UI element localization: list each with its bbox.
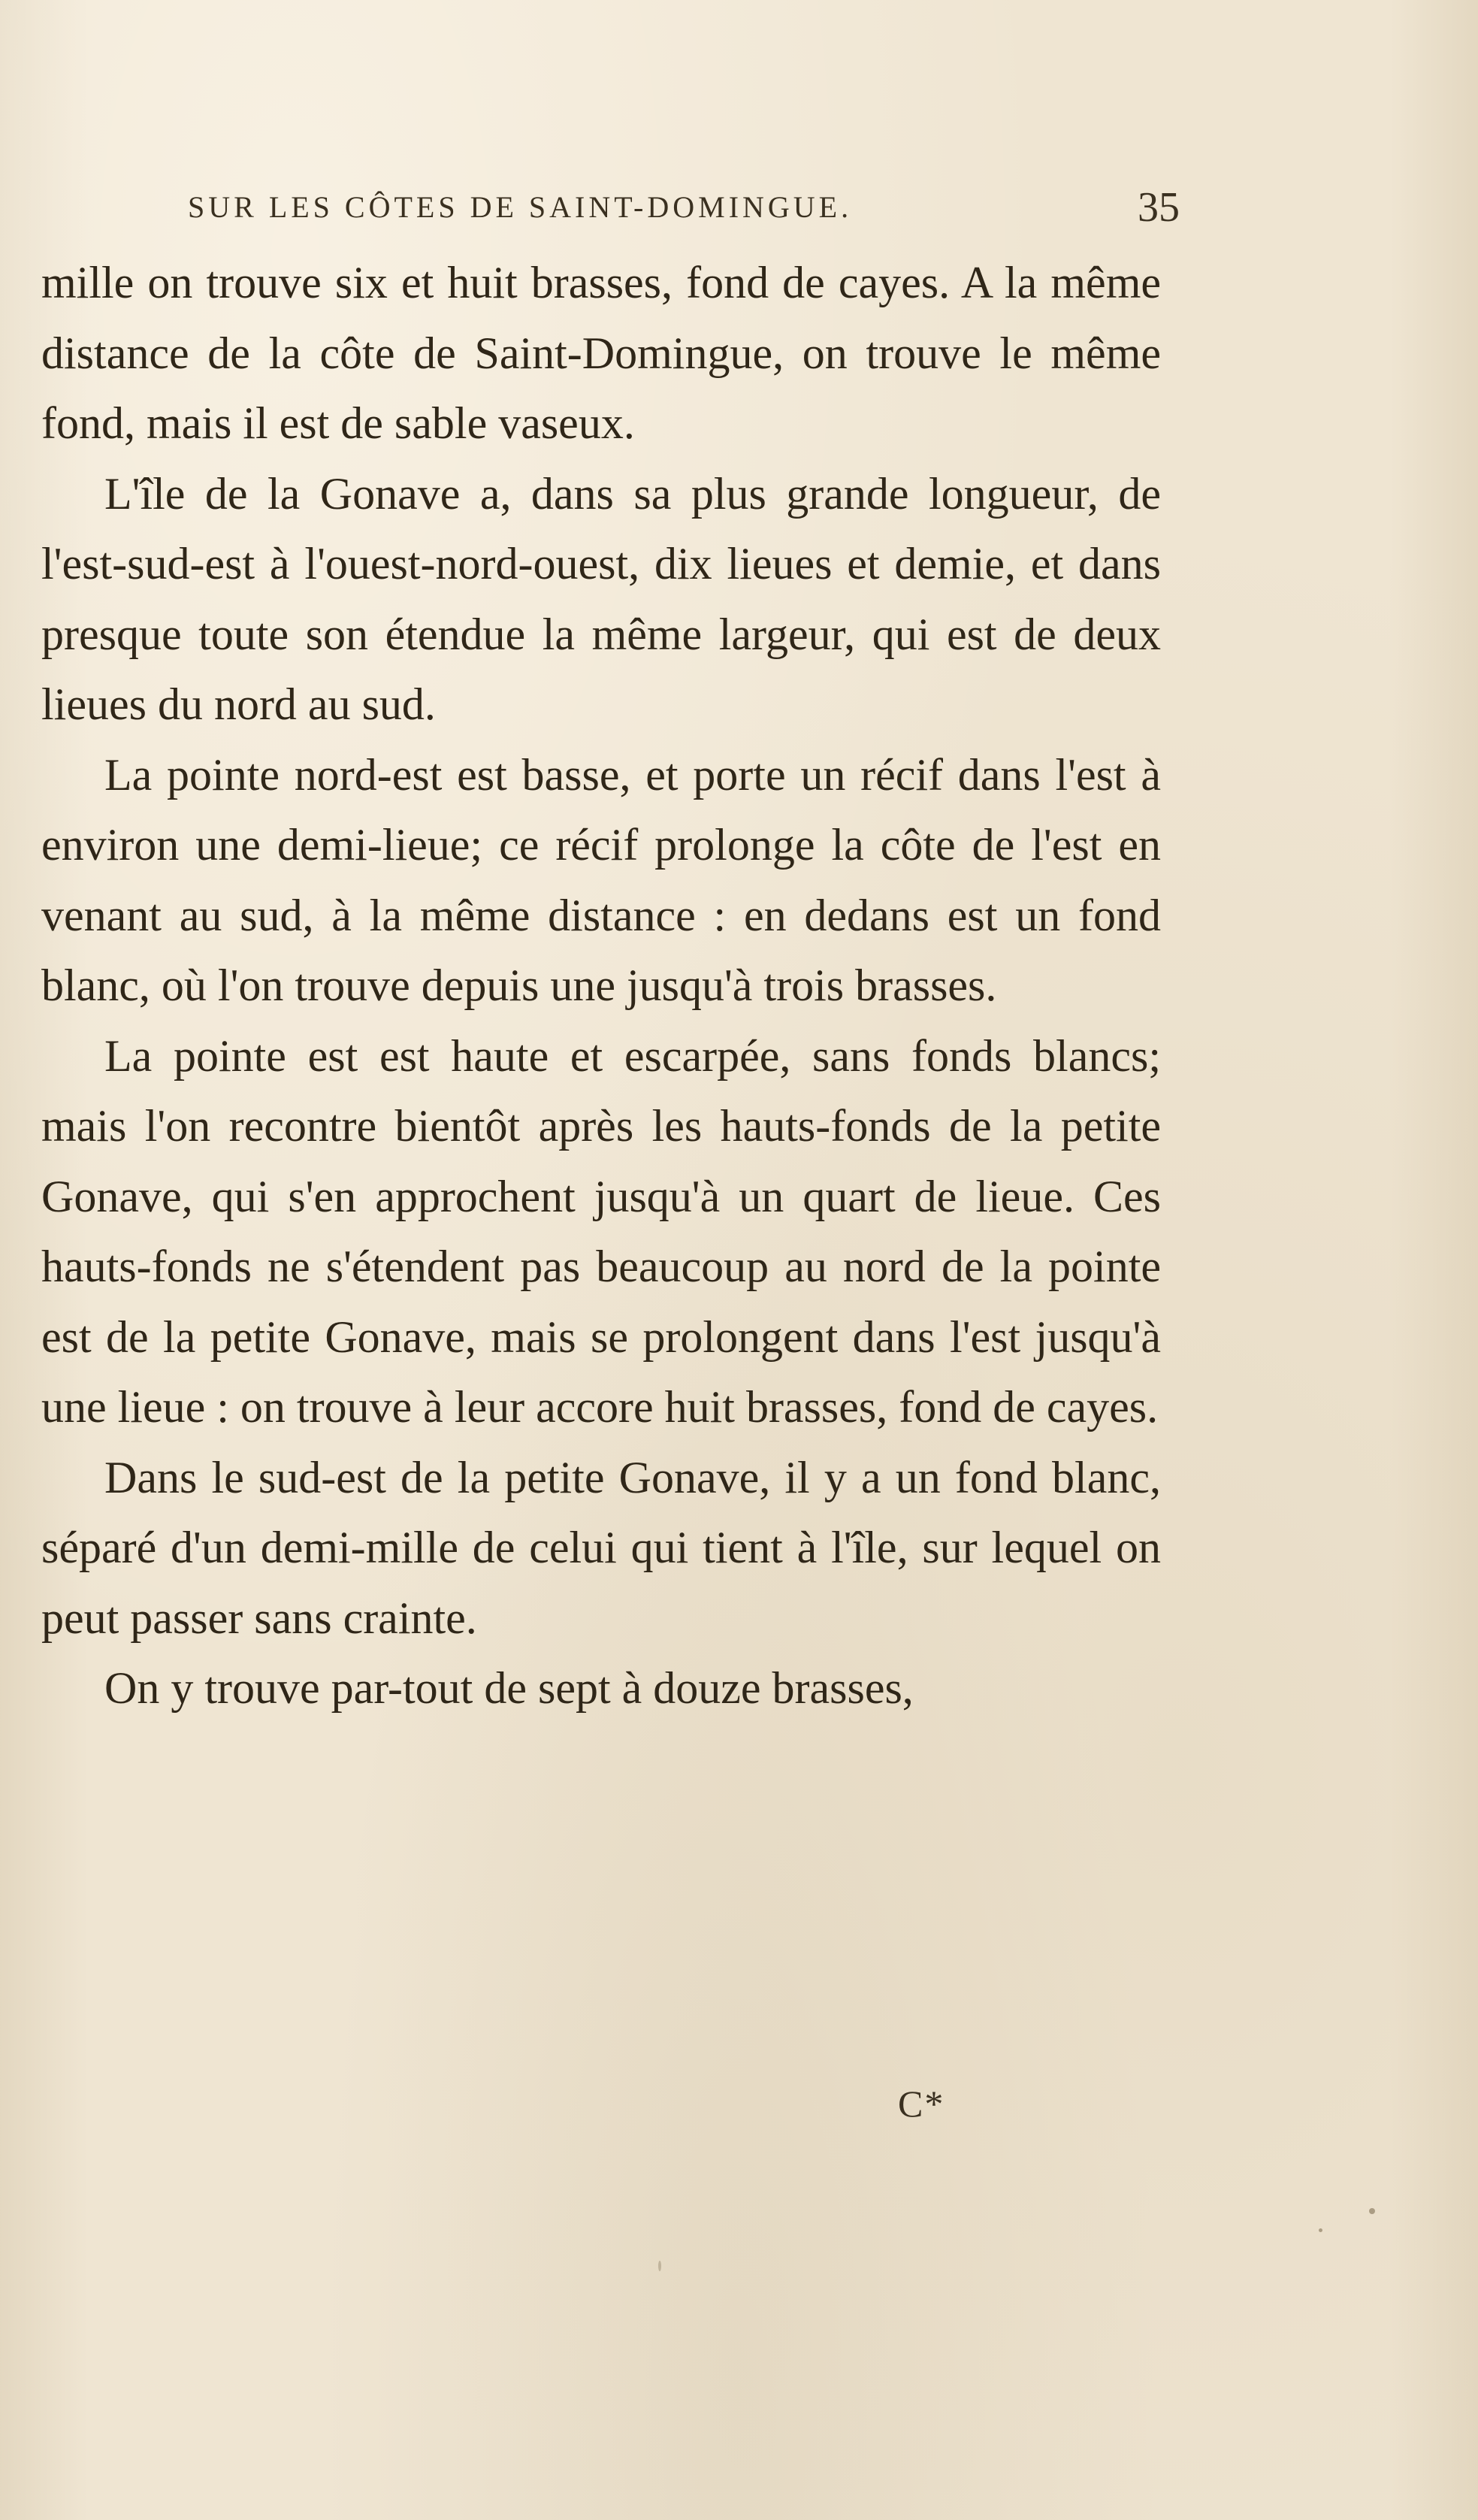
paragraph: L'île de la Gonave a, dans sa plus grande longueur, de l'est-sud-est à l'ouest-nord-ouest, dix lieues et demie, et dans presque toute son étendue la même largeur, qui est de deux lieues du nord au sud. [41,468,1161,729]
paragraph: La pointe nord-est est basse, et porte un récif dans l'est à environ une demi-lieue; ce récif prolonge la côte de l'est en venant au sud, à la même distance : en dedans est un fond blanc, où l'on trouve depuis une jusqu'à trois brasses. [41,749,1161,1010]
paper-blemish [1319,2228,1322,2232]
page-number: 35 [1138,184,1180,231]
signature-mark: C* [898,2083,945,2125]
paragraph: Dans le sud-est de la petite Gonave, il y a un fond blanc, séparé d'un demi-mille de celui qui tient à l'île, sur lequel on peut passer sans crainte. [41,1452,1161,1643]
paper-blemish [658,2261,661,2271]
running-head-title: SUR LES CÔTES DE SAINT-DOMINGUE. [188,190,853,224]
body-text [41,248,1161,1724]
paper-blemish [1369,2208,1375,2214]
paragraph: mille on trouve six et huit brasses, fond de cayes. A la même distance de la côte de Saint-Domingue, on trouve le même fond, mais il est de sable vaseux. [41,258,1161,448]
paragraph: La pointe est est haute et escarpée, sans fonds blancs; mais l'on recontre bientôt après les hauts-fonds de la petite Gonave, qui s'en approchent jusqu'à un quart de lieue. Ces hauts-fonds ne s'étendent pas beaucoup au nord de la pointe est de la petite Gonave, mais se prolongent dans l'est jusqu'à une lieue : on trouve à leur accore huit brasses, fond de cayes. [41,1030,1161,1432]
paragraph: On y trouve par-tout de sept à douze brasses, [104,1663,914,1713]
running-head [188,180,1180,233]
